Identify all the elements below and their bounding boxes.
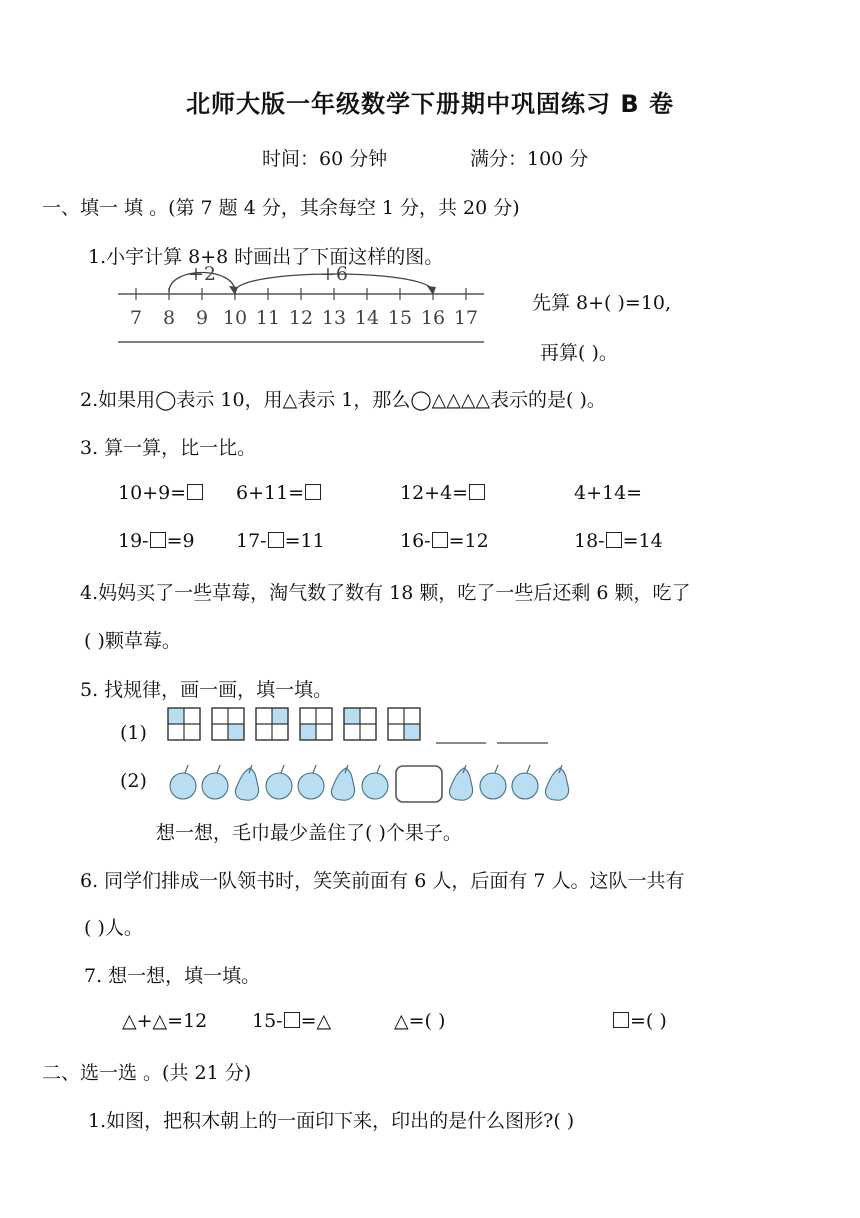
- number-line-label: 11: [255, 307, 281, 329]
- towel-icon: [396, 766, 442, 802]
- pear-icon: [449, 768, 472, 800]
- number-line-label: 13: [321, 307, 347, 329]
- answer-box[interactable]: [187, 484, 203, 500]
- square-symbol: [613, 1012, 629, 1028]
- section2-heading: 二、选一选 。(共 21 分): [42, 1062, 252, 1084]
- q3-expr-post: =11: [284, 530, 325, 552]
- number-line-label: 15: [387, 307, 413, 329]
- fruit-stem: [495, 765, 498, 773]
- shaded-quarter: [168, 708, 184, 724]
- q3-expr: 12+4=: [400, 482, 469, 504]
- apple-icon: [202, 773, 228, 799]
- q3-expr: 10+9=: [118, 482, 187, 504]
- number-line-label: 9: [195, 307, 209, 329]
- answer-box[interactable]: [606, 532, 622, 548]
- q3-expr-post: =14: [622, 530, 663, 552]
- fruit-stem: [377, 765, 380, 773]
- q3-row2-item-4: [574, 530, 663, 552]
- apple-icon: [170, 773, 196, 799]
- number-line-label: 8: [162, 307, 176, 329]
- answer-box[interactable]: [150, 532, 166, 548]
- apple-icon: [512, 773, 538, 799]
- q3-row2-item-3: [400, 530, 489, 552]
- q7-eq2-post: =△: [300, 1010, 332, 1032]
- number-line-diagram: [112, 258, 492, 350]
- page-title: 北师大版一年级数学下册期中巩固练习 B 卷: [185, 90, 674, 118]
- section1-heading: 一、填一 填 。(第 7 题 4 分，其余每空 1 分，共 20 分): [42, 197, 520, 219]
- fruit-row: [160, 760, 580, 806]
- number-line-label: 14: [354, 307, 380, 329]
- q6-line2: ( )人。: [84, 917, 143, 939]
- q5-question: 想一想，毛巾最少盖住了( )个果子。: [156, 822, 462, 844]
- q6-line1: 6. 同学们排成一队领书时，笑笑前面有 6 人，后面有 7 人。这队一共有: [80, 870, 685, 892]
- square-pattern: [166, 704, 566, 746]
- apple-icon: [266, 773, 292, 799]
- q7-eq1: △+△=12: [122, 1010, 208, 1032]
- pear-icon: [235, 768, 258, 800]
- q7-eq3: △=( ): [394, 1010, 446, 1032]
- answer-box[interactable]: [432, 532, 448, 548]
- fruit-stem: [217, 765, 220, 773]
- q3-expr-pre: 17-: [236, 530, 267, 552]
- shaded-quarter: [404, 724, 420, 740]
- q7-eq2: [252, 1010, 331, 1032]
- q1-step2: 再算( )。: [540, 342, 618, 364]
- section2-q1-text: 1.如图，把积木朝上的一面印下来，印出的是什么图形?( ): [88, 1110, 575, 1132]
- q3-expr: 6+11=: [236, 482, 305, 504]
- q2-text: 2.如果用◯表示 10，用△表示 1，那么◯△△△△表示的是( )。: [80, 389, 606, 411]
- number-line-label: 7: [129, 307, 143, 329]
- q3-expr: 4+14=: [574, 482, 643, 504]
- q7-eq4-post: =( ): [630, 1010, 667, 1032]
- fruit-stem: [185, 765, 188, 773]
- q4-line1: 4.妈妈买了一些草莓，淘气数了数有 18 颗，吃了一些后还剩 6 颗，吃了: [80, 582, 691, 604]
- shaded-quarter: [228, 724, 244, 740]
- apple-icon: [362, 773, 388, 799]
- q5-text: 5. 找规律，画一画，填一填。: [80, 679, 333, 701]
- jump-label-plus-2: +2: [187, 263, 217, 285]
- number-line-label: 12: [288, 307, 314, 329]
- fruit-stem: [313, 765, 316, 773]
- answer-box[interactable]: [469, 484, 485, 500]
- apple-icon: [298, 773, 324, 799]
- number-line-label: 10: [222, 307, 248, 329]
- pear-icon: [331, 768, 354, 800]
- exam-time: 时间：60 分钟: [262, 148, 388, 170]
- shaded-quarter: [344, 708, 360, 724]
- jump-label-plus-6: +6: [319, 263, 349, 285]
- q5-sub1-label: (1): [120, 722, 147, 744]
- q1-step1: 先算 8+( )=10,: [532, 292, 672, 314]
- q3-expr-pre: 19-: [118, 530, 149, 552]
- exam-score: 满分：100 分: [470, 148, 589, 170]
- number-line-label: 17: [453, 307, 479, 329]
- q1-text: 1.小宇计算 8+8 时画出了下面这样的图。: [88, 246, 444, 268]
- q3-row1-item-3: [400, 482, 486, 504]
- apple-icon: [480, 773, 506, 799]
- q3-row2-item-1: [118, 530, 195, 552]
- number-line-label: 16: [420, 307, 446, 329]
- answer-box[interactable]: [268, 532, 284, 548]
- q5-sub2-label: (2): [120, 770, 147, 792]
- q3-row2-item-2: [236, 530, 325, 552]
- q3-expr-post: =9: [166, 530, 195, 552]
- q3-row1-item-2: [236, 482, 322, 504]
- q3-row1-item-4: [574, 482, 642, 504]
- fruit-stem: [527, 765, 530, 773]
- q4-line2: ( )颗草莓。: [84, 630, 181, 652]
- q3-expr-pre: 16-: [400, 530, 431, 552]
- fruit-stem: [281, 765, 284, 773]
- q3-text: 3. 算一算，比一比。: [80, 437, 257, 459]
- shaded-quarter: [300, 724, 316, 740]
- pear-icon: [545, 768, 568, 800]
- square-symbol: [284, 1012, 300, 1028]
- q7-eq4: [612, 1010, 667, 1032]
- answer-box[interactable]: [305, 484, 321, 500]
- q3-expr-post: =12: [448, 530, 489, 552]
- q3-row1-item-1: [118, 482, 204, 504]
- q3-expr-pre: 18-: [574, 530, 605, 552]
- shaded-quarter: [272, 708, 288, 724]
- q7-eq2-pre: 15-: [252, 1010, 283, 1032]
- q7-text: 7. 想一想，填一填。: [84, 965, 261, 987]
